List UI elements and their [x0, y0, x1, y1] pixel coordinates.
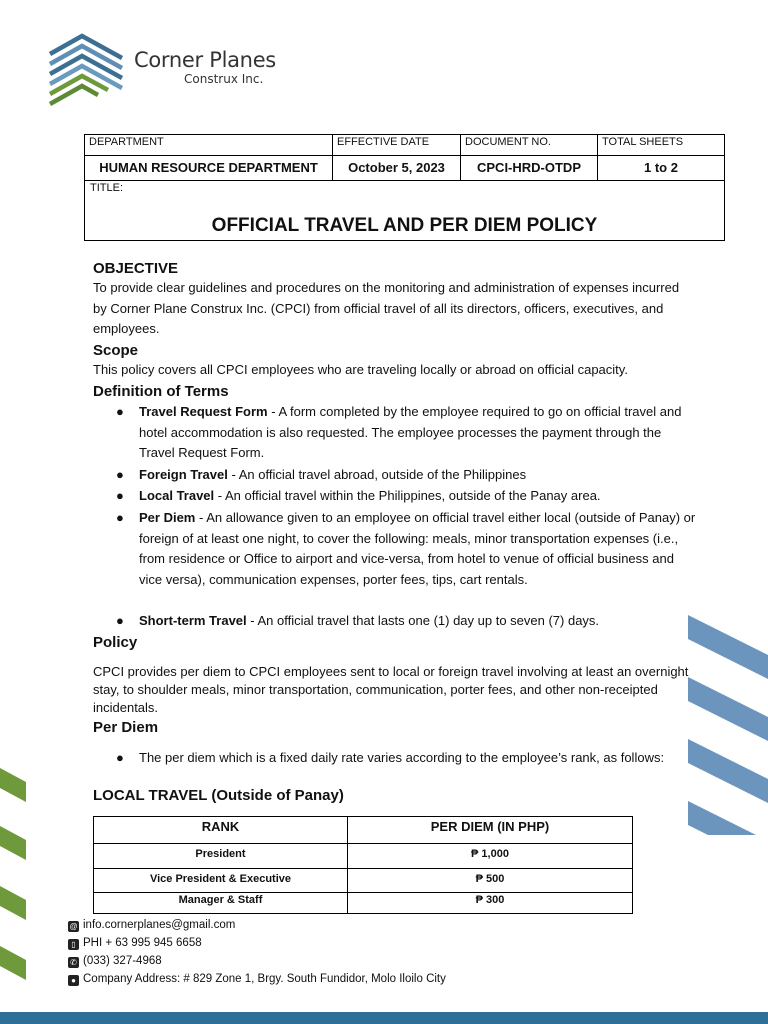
definition-term: Local Travel [139, 488, 215, 503]
total-sheets-value: 1 to 2 [598, 156, 724, 181]
footer-bar [0, 1012, 768, 1024]
definition-item [116, 402, 696, 464]
amount-cell: ₱ 300 [475, 894, 505, 906]
stacked-chevron-logo-icon [48, 32, 124, 112]
column-header-per-diem: PER DIEM (IN PHP) [430, 819, 550, 834]
effective-date-label: EFFECTIVE DATE [333, 135, 461, 156]
department-value: HUMAN RESOURCE DEPARTMENT [85, 156, 333, 181]
definition-item [116, 486, 696, 507]
amount-cell: ₱ 1,000 [471, 848, 509, 860]
landline-text: (033) 327-4968 [83, 955, 162, 967]
bullet-icon: ● [116, 404, 124, 419]
phone-icon: ✆ [68, 957, 79, 968]
logo-company-name: Corner Planes [134, 48, 276, 72]
bullet-icon: ● [116, 488, 124, 503]
column-header-rank: RANK [94, 817, 348, 843]
definition-term: Travel Request Form [139, 404, 268, 419]
email-text: info.cornerplanes@gmail.com [83, 919, 236, 931]
definition-item [116, 508, 696, 591]
per-diem-heading: Per Diem [93, 719, 159, 736]
bullet-icon: ● [116, 613, 124, 628]
local-travel-heading: LOCAL TRAVEL (Outside of Panay) [93, 787, 344, 804]
rank-cell: Manager & Staff [94, 893, 348, 913]
objective-text: To provide clear guidelines and procedures on the monitoring and administration of expenses incurred by Corner Plane Construx Inc. (CPCI) from official travel of all its directors, officers, executives, and employees. [93, 280, 680, 336]
objective-heading: OBJECTIVE [93, 260, 179, 277]
title-label: TITLE: [90, 182, 124, 194]
contact-email [68, 919, 235, 932]
mobile-phone-icon: ▯ [68, 939, 79, 950]
logo-company-sub: Construx Inc. [184, 72, 264, 86]
scope-heading: Scope [93, 342, 139, 359]
decorative-green-stripes [0, 768, 28, 988]
effective-date-value: October 5, 2023 [333, 156, 461, 181]
per-diem-table [93, 816, 633, 914]
definition-item [116, 465, 696, 486]
table-row [94, 869, 632, 893]
contact-phone [68, 937, 202, 950]
bullet-icon: ● [116, 750, 124, 765]
per-diem-text: The per diem which is a fixed daily rate varies according to the employee’s rank, as follows: [139, 750, 665, 765]
table-row [94, 893, 632, 913]
phone-text: PHI + 63 995 945 6658 [83, 937, 202, 949]
definition-desc: - A form completed by the employee required to go on official travel and hotel accommodation is also requested. The employee processes the payment through the Travel Request Form. [139, 404, 682, 461]
document-no-label: DOCUMENT NO. [461, 135, 598, 156]
location-pin-icon: ● [68, 975, 79, 986]
definitions-heading: Definition of Terms [93, 383, 229, 400]
definition-desc: - An allowance given to an employee on official travel either local (outside of Panay) or foreign of at least one night, to cover the following: meals, minor transportation expenses (i.e., from residence or Office to airport and vice-versa, from hotel to venue of official business and vice versa), communication expenses, porter fees, tips, cart rentals. [139, 510, 696, 588]
table-row [94, 844, 632, 869]
email-icon: @ [69, 922, 78, 931]
definition-item [116, 611, 696, 632]
policy-heading: Policy [93, 634, 138, 651]
table-header-row [94, 817, 632, 844]
company-logo [48, 32, 288, 112]
policy-text: CPCI provides per diem to CPCI employees sent to local or foreign travel involving at least an overnight stay, to shoulder meals, minor transportation, communication, porter fees, and other non-receipted incidentals. [93, 664, 689, 715]
document-no-value: CPCI-HRD-OTDP [461, 156, 598, 181]
department-label: DEPARTMENT [85, 135, 333, 156]
bullet-icon: ● [116, 467, 124, 482]
contact-address [68, 973, 446, 986]
scope-text: This policy covers all CPCI employees who are traveling locally or abroad on official capacity. [93, 362, 628, 377]
document-header-table [84, 134, 725, 241]
address-text: Company Address: # 829 Zone 1, Brgy. South Fundidor, Molo Iloilo City [83, 973, 446, 985]
definition-desc: - An official travel abroad, outside of the Philippines [227, 467, 527, 482]
definition-term: Per Diem [139, 510, 196, 525]
rank-cell: Vice President & Executive [94, 869, 348, 892]
definition-desc: - An official travel within the Philippines, outside of the Panay area. [214, 488, 601, 503]
amount-cell: ₱ 500 [475, 873, 505, 885]
bullet-icon: ● [116, 510, 124, 525]
definition-term: Foreign Travel [139, 467, 228, 482]
per-diem-item [116, 749, 676, 766]
definition-term: Short-term Travel [139, 613, 247, 628]
decorative-blue-stripes [688, 615, 768, 835]
document-title: OFFICIAL TRAVEL AND PER DIEM POLICY [211, 215, 598, 236]
definition-desc: - An official travel that lasts one (1) day up to seven (7) days. [246, 613, 600, 628]
contact-landline [68, 955, 162, 968]
total-sheets-label: TOTAL SHEETS [598, 135, 724, 156]
rank-cell: President [94, 844, 348, 868]
